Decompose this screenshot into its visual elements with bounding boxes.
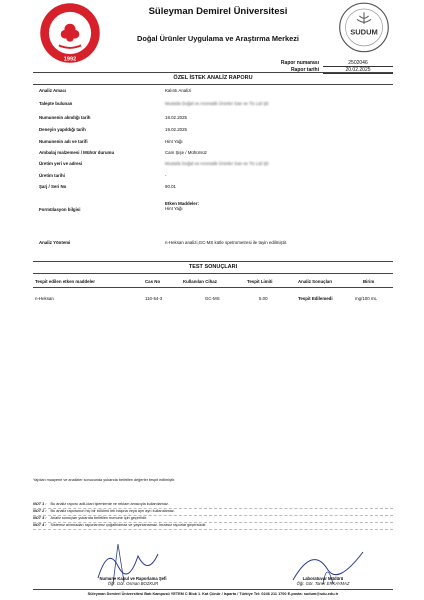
field-value [145,201,393,212]
field-value: - [165,173,167,178]
field-sample-received-date [33,115,393,120]
field-value: Hint Yağı [165,139,183,144]
field-value: 90.01 [165,184,176,189]
field-label: Üretim tarihi [39,173,65,178]
statement [33,478,393,482]
divider [33,72,393,73]
signer-left-role: Numune Kabul ve Raporlama Şefi [99,576,167,581]
col-header-cas: Cas No [145,279,161,284]
field-batch-no [33,184,393,189]
notes-list [33,502,393,530]
field-label: Şarj / Seri No [39,184,67,189]
divider [33,287,393,288]
col-header-unit: Birim [363,279,375,284]
sudum-label: SUDUM [350,27,378,37]
seal-year: 1992 [63,56,77,63]
university-seal-logo [39,2,101,64]
field-analysis-purpose [33,88,393,93]
field-label: Analiz Yöntemi [39,240,71,245]
field-sample-name [33,139,393,144]
divider [33,273,393,274]
report-number-label: Rapor numarası [280,60,319,66]
statement-text: Yapılan muayene ve analizler sonucunda yukarıda belirtilen değerler tespit edilmiştir. [33,478,175,482]
cell-unit: mg/100 mL [355,296,377,301]
field-value: Cam Şişe / Mühürsüz [165,150,207,155]
signer-left-name: Öğr. Gör. Osman BOZKUR [107,581,159,586]
cell-result: Tespit Edilemedi [298,296,333,301]
field-requester [33,101,393,106]
formulation-title: Etken Maddeler: [165,201,199,206]
cell-limit: 5.00 [259,296,268,301]
field-label: Numunenin alındığı tarih [39,115,91,120]
note-item: NOT 3 : Analiz sonuçları yukarıda belirtilen numune için geçerlidir. [33,516,393,523]
divider [33,84,393,85]
col-header-limit: Tespit Limiti [247,279,273,284]
field-value: Kalıntı Analizi [165,88,192,93]
results-table-header [33,279,393,287]
col-header-device: Kullanılan Cihaz [183,279,217,284]
col-header-result: Analiz Sonuçları [298,279,333,284]
field-value-redacted: Mustafa Doğal ve Aromatik Ürünler San ve Tic Ltd Şti [165,101,269,106]
cell-device: GC-MS [205,296,220,301]
signer-right-role: Laboratuvar Müdürü [302,576,344,581]
divider [33,261,393,262]
field-label: Numunenin adı ve tarifi [39,139,88,144]
sudum-seal-logo [335,2,393,54]
field-production-place [33,161,393,166]
field-value: 18.02.2025 [165,115,187,120]
signature-block-left [73,576,193,586]
field-label: Talepte bulunan [39,101,73,106]
results-title: TEST SONUÇLARI [188,264,238,270]
field-value: 19.02.2025 [165,127,187,132]
formulation-value: Hint Yağı [165,206,183,211]
field-value: n-Heksan analizi,GC-MS kütle spetrometresi ile tayin edilmiştir. [165,240,288,245]
col-header-substance: Tespit edilen etken maddeler [35,279,95,284]
field-packaging [33,150,393,155]
field-formulation [33,201,393,212]
field-label: Analiz Amacı [39,88,67,93]
page-footer: Süleyman Demirel Üniversitesi Batı Kampusü YETEM C Blok 1. Kat Çünür / Isparta / Türkiye Tel: 0246 211 1700 E-posta: sudum@sdu.edu.tr [33,589,393,596]
report-number: 2502046 [323,60,393,67]
field-label: Deneyin yapıldığı tarih [39,127,86,132]
field-analysis-method [33,240,393,245]
center-name: Doğal Ürünler Uygulama ve Araştırma Merkezi [137,34,299,43]
field-label: Üretim yeri ve adresi [39,161,83,166]
cell-substance: n-Heksan [35,296,54,301]
field-label: Formülasyon bilgisi [39,207,81,212]
field-production-date [33,173,393,178]
signer-right-name: Öğr. Gör. Taner ERKAYMAZ [296,581,350,586]
cell-cas: 110-54-3 [145,296,163,301]
report-page [33,0,393,600]
field-test-date [33,127,393,132]
note-item: NOT 4 : Sistemiz alınmadan raporlarımız çoğaltılamaz ve yayınlanamaz. İmzasız raporlar geçersizdir. [33,523,393,530]
note-item: NOT 2 : Bu analiz raporunun hiç bir bölümü tek başına veya ayrı ayrı kullanılamaz. [33,509,393,516]
report-date-label: Rapor tarihi [290,67,319,73]
university-name: Süleyman Demirel Üniversitesi [148,6,288,17]
field-label: Ambalaj malzemesi / Mühür durumu [39,150,115,155]
report-date: 20.02.2025 [323,67,393,74]
note-item: NOT 1 : Bu analiz raporu adli-idari işlemlerde ve reklam amacıyla kullanılamaz. [33,502,393,509]
field-value-redacted: Mustafa Doğal ve Aromatik Ürünler San ve Tic Ltd Şti [165,161,269,166]
table-row [33,296,393,304]
section-title: ÖZEL İSTEK ANALİZ RAPORU [173,75,253,81]
signature-block-right [263,576,383,586]
